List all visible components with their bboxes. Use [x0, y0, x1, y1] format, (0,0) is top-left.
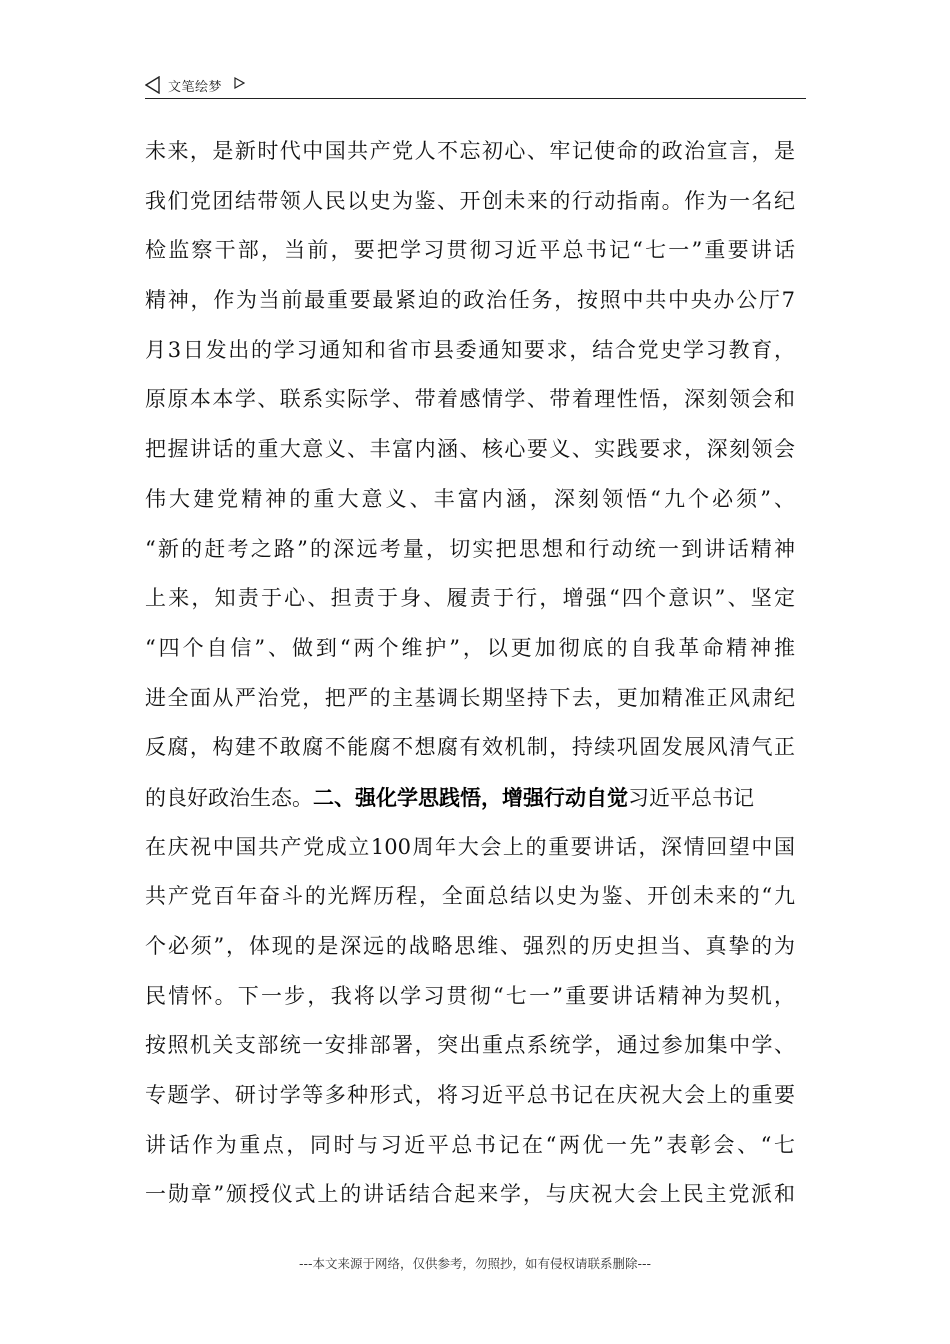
text-line: 原原本本学、联系实际学、带着感情学、带着理性悟，深刻领会和 [145, 387, 795, 412]
text-line-with-heading [145, 773, 795, 823]
text-line: 伟大建党精神的重大意义、丰富内涵，深刻领悟“九个必须”、 [145, 486, 795, 511]
footer-disclaimer: ---本文来源于网络，仅供参考，勿照抄，如有侵权请联系删除--- [298, 1256, 652, 1271]
text-line: “新的赶考之路”的深远考量，切实把思想和行动统一到讲话精神 [145, 536, 795, 561]
text-line: 未来，是新时代中国共产党人不忘初心、牢记使命的政治宣言，是 [145, 139, 795, 163]
text-line: 民情怀。下一步，我将以学习贯彻“七一”重要讲话精神为契机， [145, 983, 795, 1008]
text-line: 共产党百年奋斗的光辉历程，全面总结以史为鉴、开创未来的“九 [145, 884, 795, 909]
text-line: 个必须”，体现的是深远的战略思维、强烈的历史担当、真挚的为 [145, 934, 795, 958]
text-segment: 习近平总书记 [628, 785, 754, 810]
text-segment: 的良好政治生态。 [145, 785, 313, 810]
text-line: 专题学、研讨学等多种形式，将习近平总书记在庆祝大会上的重要 [145, 1083, 795, 1108]
text-line: “四个自信”、做到“两个维护”，以更加彻底的自我革命精神推 [145, 635, 795, 660]
text-line: 检监察干部，当前，要把学习贯彻习近平总书记“七一”重要讲话 [145, 238, 795, 263]
text-line: 我们党团结带领人民以史为鉴、开创未来的行动指南。作为一名纪 [145, 188, 795, 213]
triangle-right-icon [234, 77, 245, 89]
text-line: 一勋章”颁授仪式上的讲话结合起来学，与庆祝大会上民主党派和 [145, 1182, 795, 1207]
page-header [145, 74, 806, 99]
text-line: 把握讲话的重大意义、丰富内涵、核心要义、实践要求，深刻领会 [145, 437, 795, 462]
text-line: 上来，知责于心、担责于身、履责于行，增强“四个意识”、坚定 [145, 586, 795, 611]
text-line: 在庆祝中国共产党成立100周年大会上的重要讲话，深情回望中国 [145, 834, 795, 859]
text-line: 反腐，构建不敢腐不能腐不想腐有效机制，持续巩固发展风清气正 [145, 735, 795, 760]
text-line: 进全面从严治党，把严的主基调长期坚持下去，更加精准正风肃纪 [145, 685, 795, 710]
document-body [145, 127, 795, 1220]
brand-name: 文笔绘梦 [168, 80, 223, 95]
text-line: 讲话作为重点，同时与习近平总书记在“两优一先”表彰会、“七 [145, 1132, 795, 1157]
text-line: 月3日发出的学习通知和省市县委通知要求，结合党史学习教育， [145, 337, 795, 362]
section-heading: 二、强化学思践悟，增强行动自觉 [313, 784, 628, 810]
text-line: 按照机关支部统一安排部署，突出重点系统学，通过参加集中学、 [145, 1033, 795, 1058]
text-line: 精神，作为当前最重要最紧迫的政治任务，按照中共中央办公厅7 [145, 288, 795, 313]
triangle-left-icon [145, 76, 161, 94]
